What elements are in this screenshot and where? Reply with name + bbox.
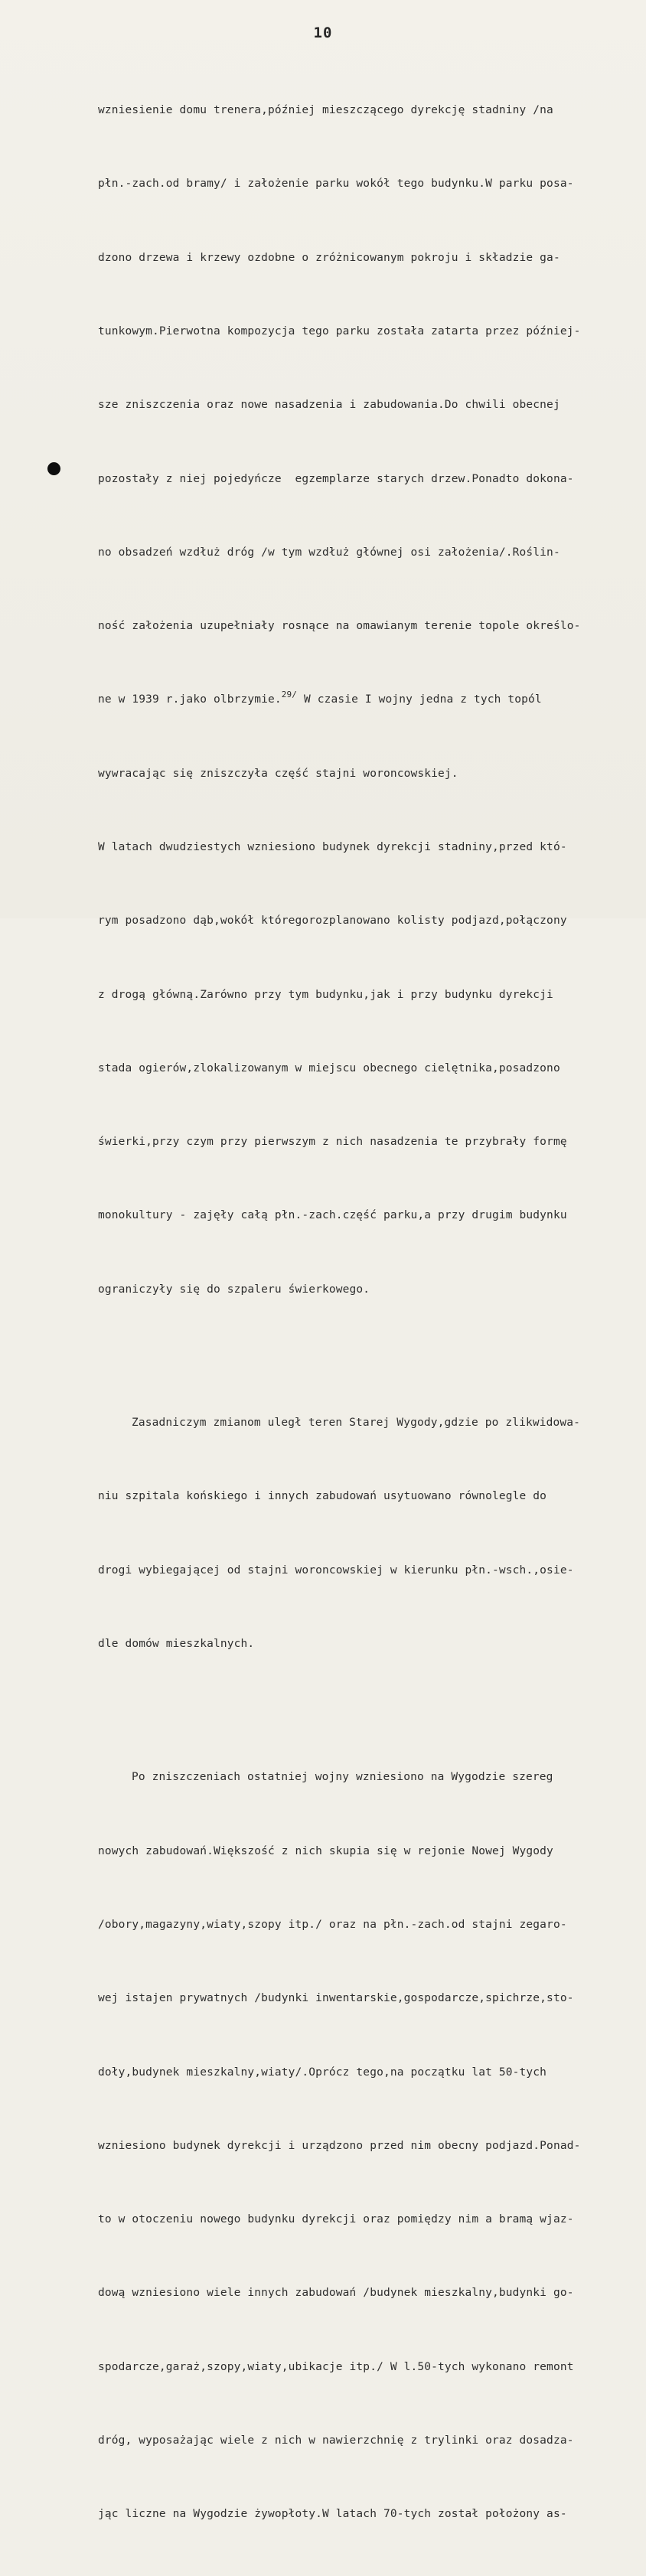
text-line: pozostały z niej pojedyńcze egzemplarze starych drzew.Ponadto dokona-: [98, 472, 574, 485]
text-line: niu szpitala końskiego i innych zabudowań usytuowano równolegle do: [98, 1490, 547, 1503]
text-segment: ne w 1939 r.jako olbrzymie.: [98, 693, 282, 706]
text-line: dle domów mieszkalnych.: [98, 1638, 255, 1650]
text-line: doły,budynek mieszkalny,wiaty/.Oprócz tego,na początku lat 50-tych: [98, 2066, 547, 2079]
text-line: /obory,magazyny,wiaty,szopy itp./ oraz na płn.-zach.od stajni zegaro-: [98, 1919, 567, 1932]
text-line: jąc liczne na Wygodzie żywopłoty.W latach 70-tych został położony as-: [98, 2508, 567, 2521]
text-line: dróg, wyposażając wiele z nich w nawierzchnię z trylinki oraz dosadza-: [98, 2434, 574, 2447]
text-line: stada ogierów,zlokalizowanym w miejscu obecnego cielętnika,posadzono: [98, 1061, 560, 1074]
text-line: W latach dwudziestych wzniesiono budynek dyrekcji stadniny,przed któ-: [98, 841, 567, 853]
text-line: dzono drzewa i krzewy ozdobne o zróżnicowanym pokroju i składzie ga-: [98, 251, 560, 264]
text-line: spodarcze,garaż,szopy,wiaty,ubikacje itp./ W l.50-tych wykonano remont: [98, 2360, 574, 2373]
body-text: [98, 49, 634, 2576]
text-line: dową wzniesiono wiele innych zabudowań /budynek mieszkalny,budynki go-: [98, 2287, 574, 2300]
paragraph-gap: [98, 1351, 634, 1361]
page-number: 10: [313, 24, 333, 41]
text-line-with-footnote: [98, 687, 634, 712]
text-line: wzniesienie domu trenera,później mieszczącego dyrekcję stadniny /na: [98, 104, 553, 117]
paragraph-gap: [98, 1705, 634, 1716]
text-line: Zasadniczym zmianom uległ teren Starej Wygody,gdzie po zlikwidowa-: [132, 1417, 581, 1430]
text-line: monokultury - zajęły całą płn.-zach.część parku,a przy drugim budynku: [98, 1209, 567, 1222]
text-line: ograniczyły się do szpaleru świerkowego.: [98, 1283, 370, 1296]
text-line: ność założenia uzupełniały rosnące na omawianym terenie topole określo-: [98, 620, 581, 633]
text-line: no obsadzeń wzdłuż dróg /w tym wzdłuż głównej osi założenia/.Roślin-: [98, 546, 560, 559]
text-line: rym posadzono dąb,wokół któregorozplanowano kolisty podjazd,połączony: [98, 915, 567, 928]
text-line: wej istajen prywatnych /budynki inwentarskie,gospodarcze,spichrze,sto-: [98, 1992, 574, 2005]
text-line: z drogą główną.Zarówno przy tym budynku,jak i przy budynku dyrekcji: [98, 988, 553, 1001]
text-segment: W czasie I wojny jedna z tych topól: [297, 693, 542, 706]
text-line: wzniesiono budynek dyrekcji i urządzono przed nim obecny podjazd.Ponad-: [98, 2139, 581, 2152]
punch-hole: [47, 462, 60, 475]
text-line: nowych zabudowań.Większość z nich skupia się w rejonie Nowej Wygody: [98, 1844, 553, 1857]
text-line: sze zniszczenia oraz nowe nasadzenia i zabudowania.Do chwili obecnej: [98, 399, 560, 412]
text-line: Po zniszczeniach ostatniej wojny wzniesiono na Wygodzie szereg: [132, 1771, 553, 1784]
text-line: drogi wybiegającej od stajni woroncowskiej w kierunku płn.-wsch.,osie-: [98, 1564, 574, 1577]
footnote-reference: 29/: [281, 690, 298, 700]
text-line: wywracając się zniszczyła część stajni woroncowskiej.: [98, 767, 458, 780]
text-line: to w otoczeniu nowego budynku dyrekcji oraz pomiędzy nim a bramą wjaz-: [98, 2213, 574, 2226]
text-line: płn.-zach.od bramy/ i założenie parku wokół tego budynku.W parku posa-: [98, 178, 574, 191]
text-line: świerki,przy czym przy pierwszym z nich nasadzenia te przybrały formę: [98, 1136, 567, 1149]
text-line: tunkowym.Pierwotna kompozycja tego parku została zatarta przez później-: [98, 325, 581, 338]
